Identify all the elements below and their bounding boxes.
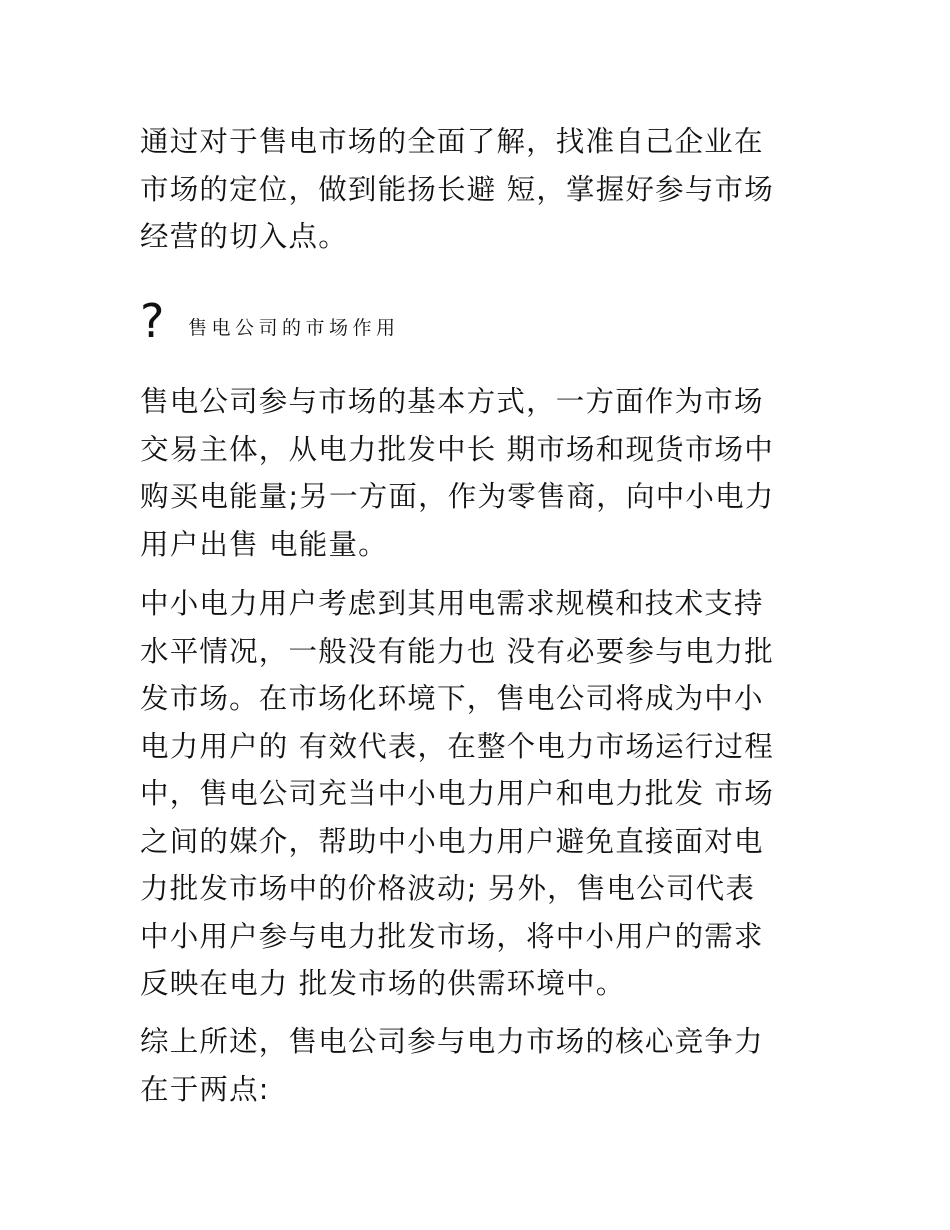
text-line: 中，售电公司充当中小电力用户和电力批发 市场 xyxy=(140,777,774,810)
paragraph-intro xyxy=(140,118,774,261)
paragraph-role xyxy=(140,378,775,568)
text-line: 电力用户的 有效代表，在整个电力市场运行过程 xyxy=(140,729,774,763)
text-line: 发市场。在市场化环境下，售电公司将成为中小 xyxy=(140,682,764,715)
text-line: 售电公司参与市场的基本方式，一方面作为市场 xyxy=(140,385,764,418)
text-line: 之间的媒介，帮助中小电力用户避免直接面对电 xyxy=(140,824,764,858)
text-line: 水平情况，一般没有能力也 没有必要参与电力批 xyxy=(140,634,774,668)
text-line: 购买电能量;另一方面，作为零售商，向中小电力 xyxy=(140,480,775,513)
question-mark-bullet-icon: ? xyxy=(140,294,165,348)
section-heading xyxy=(140,296,400,346)
text-line: 市场的定位，做到能扬长避 短，掌握好参与市场 xyxy=(140,172,774,206)
paragraph-summary xyxy=(140,1018,764,1113)
paragraph-small-users xyxy=(140,580,774,1008)
text-line: 通过对于售电市场的全面了解，找准自己企业在 xyxy=(140,125,764,158)
text-line: 反映在电力 批发市场的供需环境中。 xyxy=(140,967,626,1000)
text-line: 中小用户参与电力批发市场，将中小用户的需求 xyxy=(140,919,764,953)
text-line: 综上所述，售电公司参与电力市场的核心竞争力 xyxy=(140,1025,764,1058)
text-line: 中小电力用户考虑到其用电需求规模和技术支持 xyxy=(140,587,764,620)
text-line: 在于两点: xyxy=(140,1072,270,1106)
text-line: 力批发市场中的价格波动; 另外，售电公司代表 xyxy=(140,872,756,905)
text-line: 交易主体，从电力批发中长 期市场和现货市场中 xyxy=(140,432,774,466)
text-line: 用户出售 电能量。 xyxy=(140,527,388,561)
text-line: 经营的切入点。 xyxy=(140,220,348,253)
section-heading-title: 售电公司的市场作用 xyxy=(188,316,400,339)
